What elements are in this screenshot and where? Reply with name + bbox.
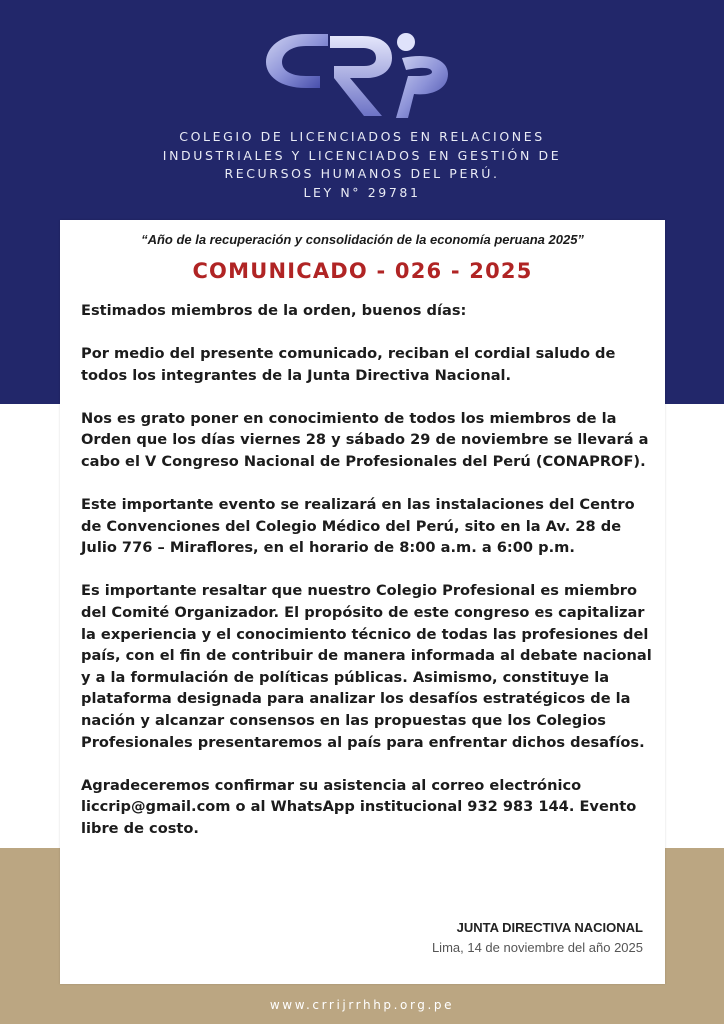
- communique-card: [60, 220, 665, 984]
- crrip-logo: [258, 18, 458, 128]
- greeting: Estimados miembros de la orden, buenos días:: [81, 302, 467, 319]
- signature-place-date: Lima, 14 de noviembre del año 2025: [431, 940, 643, 955]
- organization-name: [0, 128, 724, 202]
- communique-body: [81, 300, 659, 861]
- org-line-3: RECURSOS HUMANOS DEL PERÚ.: [224, 166, 500, 181]
- paragraph-purpose: Es importante resaltar que nuestro Colegio Profesional es miembro del Comité Organizador. El propósito de este congreso es capitalizar la experiencia y el conocimiento técnico de todas las profesiones del país, con el fin de contribuir de manera informada al debate nacional y a la formulación de políticas públicas. Asimismo, constituye la plataforma designada para analizar los desafíos estratégicos de la nación y alcanzar consensos en las propuestas que los Colegios Profesionales presentaremos al país para enfrentar dichos desafíos.: [81, 582, 652, 751]
- org-line-2: INDUSTRIALES Y LICENCIADOS EN GESTIÓN DE: [162, 147, 562, 163]
- paragraph-announcement: Nos es grato poner en conocimiento de todos los miembros de la Orden que los días viernes 28 y sábado 29 de noviembre se llevará a cabo el V Congreso Nacional de Profesionales del Perú (CONAPROF).: [81, 409, 649, 470]
- paragraph-rsvp: Agradeceremos confirmar su asistencia al correo electrónico liccrip@gmail.com o al WhatsApp institucional 932 983 144. Evento libre de costo.: [81, 776, 637, 837]
- communique-title: COMUNICADO - 026 - 2025: [192, 259, 533, 283]
- law-number: LEY N° 29781: [303, 184, 421, 200]
- paragraph-salute: Por medio del presente comunicado, reciban el cordial saludo de todos los integrantes de la Junta Directiva Nacional.: [81, 345, 616, 384]
- paragraph-venue: Este importante evento se realizará en las instalaciones del Centro de Convenciones del Colegio Médico del Perú, sito en la Av. 28 de Julio 776 – Miraflores, en el horario de 8:00 a.m. a 6:00 p.m.: [81, 496, 635, 557]
- year-motto: “Año de la recuperación y consolidación de la economía peruana 2025”: [141, 232, 584, 247]
- website-link[interactable]: www.crrijrrhhp.org.pe: [269, 998, 455, 1012]
- signature-name: JUNTA DIRECTIVA NACIONAL: [456, 920, 643, 935]
- org-line-1: COLEGIO DE LICENCIADOS EN RELACIONES: [179, 129, 545, 144]
